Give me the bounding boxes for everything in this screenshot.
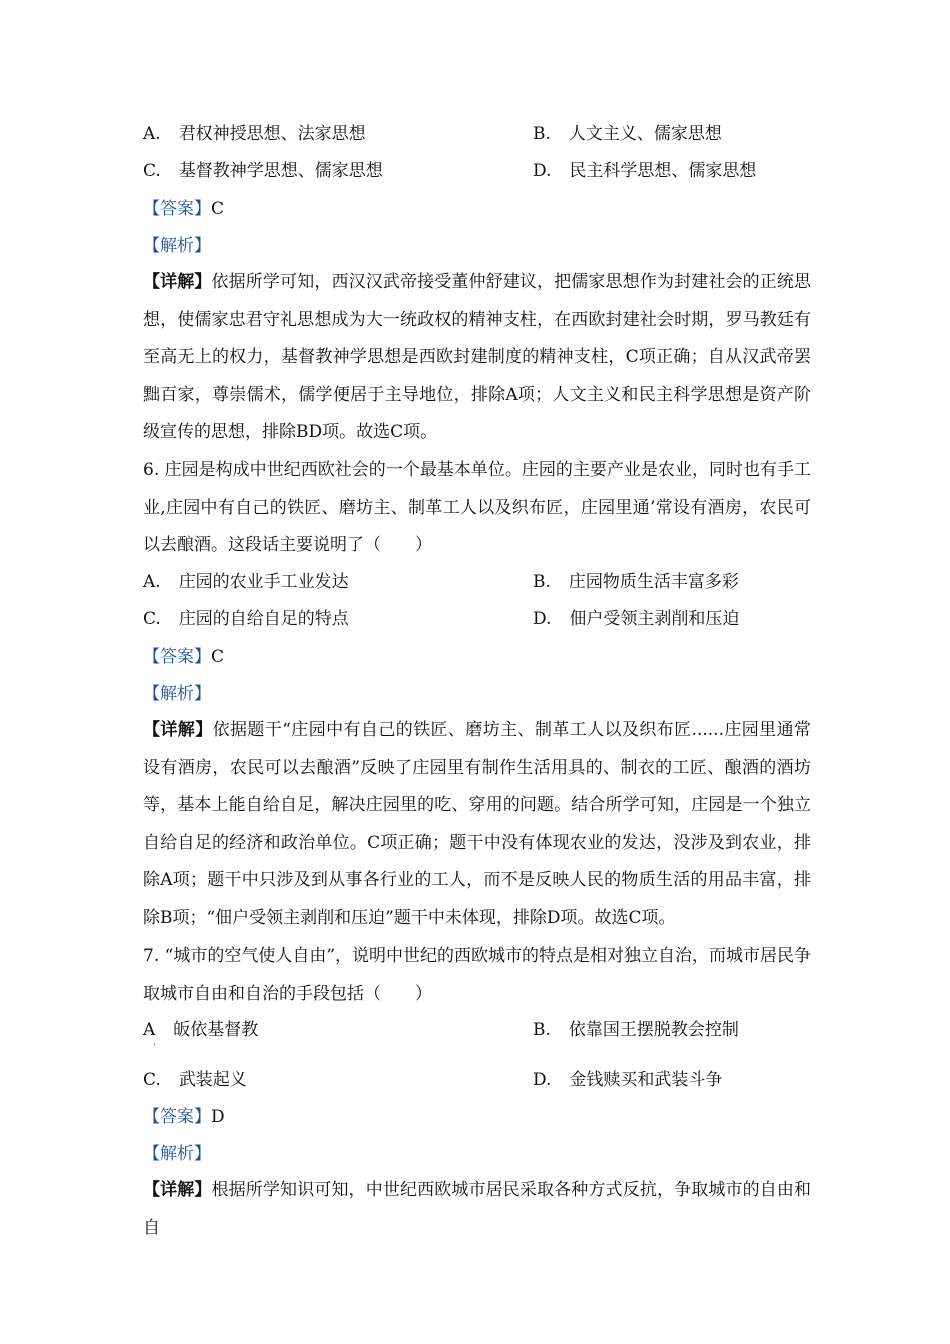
q5-option-d: D. 民主科学思想、儒家思想 [533, 161, 757, 181]
q5-option-b: B. 人文主义、儒家思想 [533, 124, 722, 144]
q7-option-a: A 皈依基督教 [143, 1020, 259, 1040]
q7-detail: 【详解】根据所学知识可知，中世纪西欧城市居民采取各种方式反抗，争取城市的自由和自 [143, 1180, 812, 1238]
q7-option-d: D. 金钱赎买和武装斗争 [533, 1070, 723, 1090]
stray-dot-mark: · [153, 1040, 157, 1051]
q7-stem: 7. “城市的空气使人自由”，说明中世纪的西欧城市的特点是相对独立自治，而城市居民争取城市自由和自治的手段包括（ ） [143, 946, 812, 1004]
q6-stem: 6. 庄园是构成中世纪西欧社会的一个最基本单位。庄园的主要产业是农业，同时也有手工业,庄园中有自己的铁匠、磨坊主、制革工人以及织布匠，庄园里通’常设有酒房，农民可以去酿酒。这段话主要说明了（ ） [143, 460, 811, 556]
q7-option-c: C. 武装起义 [143, 1070, 247, 1090]
q6-option-a: A. 庄园的农业手工业发达 [143, 572, 349, 592]
q5-option-a: A. 君权神授思想、法家思想 [143, 124, 366, 144]
q6-option-c: C. 庄园的自给自足的特点 [143, 609, 349, 629]
q5-option-c: C. 基督教神学思想、儒家思想 [143, 161, 383, 181]
q5-analysis-heading: 【解析】 [143, 236, 211, 256]
q7-analysis-heading: 【解析】 [143, 1144, 211, 1164]
q6-option-d: D. 佃户受领主剥削和压迫 [533, 609, 740, 629]
q6-option-b: B. 庄园物质生活丰富多彩 [533, 572, 739, 592]
q5-detail: 【详解】依据所学可知，西汉汉武帝接受董仲舒建议，把儒家思想作为封建社会的正统思想，使儒家忠君守礼思想成为大一统政权的精神支柱，在西欧封建社会时期，罗马教廷有至高无上的权力，基督教神学思想是西欧封建制度的精神支柱，C项正确；自从汉武帝罢黜百家，尊崇儒术，儒学便居于主导地位，排除A项；人文主义和民主科学思想是资产阶级宣传的思想，排除BD项。故选C项。 [143, 272, 812, 443]
q6-analysis-heading: 【解析】 [143, 684, 211, 704]
q5-answer: 【答案】C [143, 199, 225, 219]
q7-option-b: B. 依靠国王摆脱教会控制 [533, 1020, 739, 1040]
q7-answer: 【答案】D [143, 1107, 225, 1127]
q6-detail: 【详解】依据题干“庄园中有自己的铁匠、磨坊主、制革工人以及织布匠......庄园里通常设有酒房，农民可以去酿酒”反映了庄园里有制作生活用具的、制衣的工匠、酿酒的酒坊等，基本上能自给自足，解决庄园里的吃、穿用的问题。结合所学可知，庄园是一个独立自给自足的经济和政治单位。C项正确；题干中没有体现农业的发达，没涉及到农业，排除A项；题干中只涉及到从事各行业的工人，而不是反映人民的物质生活的用品丰富，排除B项；“佃户受领主剥削和压迫”题干中未体现，排除D项。故选C项。 [143, 720, 811, 928]
q6-answer: 【答案】C [143, 647, 225, 667]
